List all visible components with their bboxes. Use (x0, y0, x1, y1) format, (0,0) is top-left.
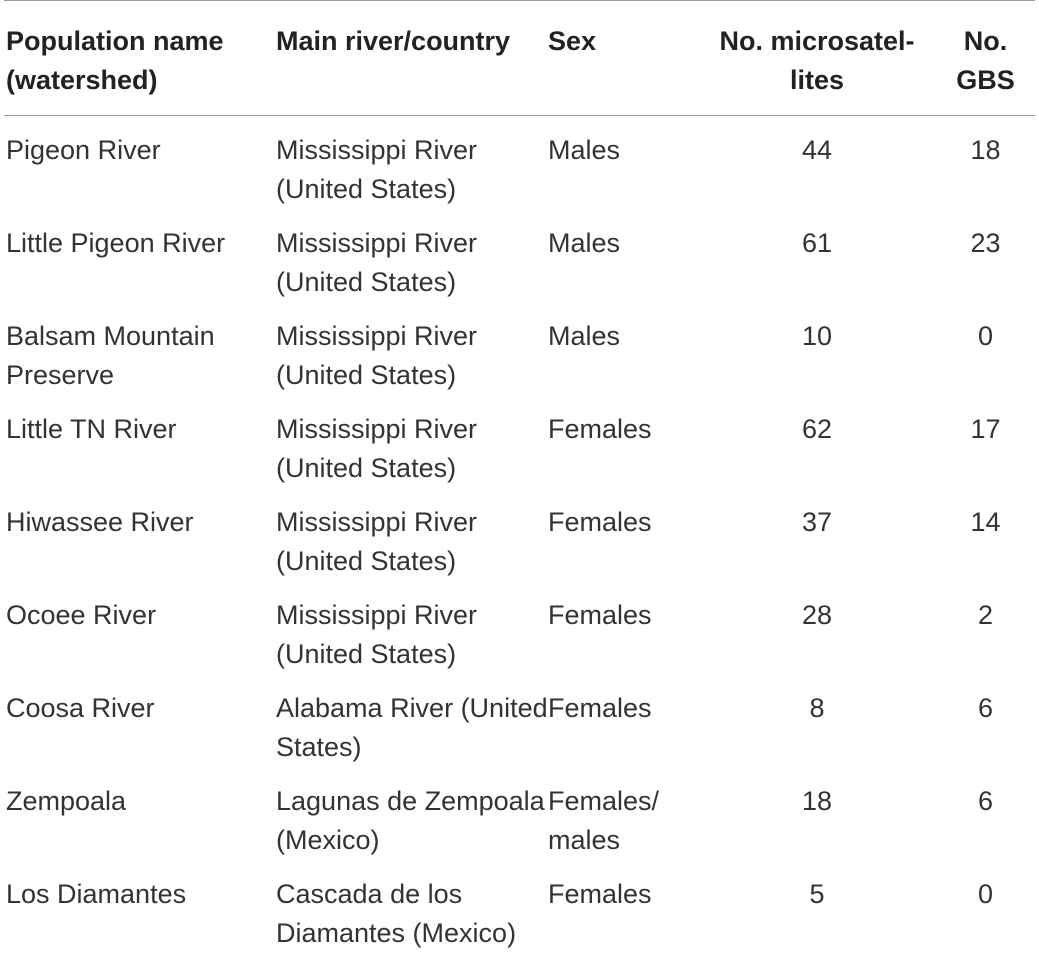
cell-sex: Females (548, 674, 698, 767)
cell-sex: Females (548, 488, 698, 581)
cell-gbs: 6 (936, 767, 1035, 860)
cell-population: Los Diamantes (4, 860, 276, 953)
population-table (4, 0, 1035, 953)
cell-microsatellites: 28 (698, 581, 936, 674)
table-row (4, 302, 1035, 395)
table-row (4, 767, 1035, 860)
header-gbs: No. GBS (936, 1, 1035, 116)
cell-sex: Females (548, 860, 698, 953)
cell-population: Coosa River (4, 674, 276, 767)
cell-river: Mississippi River (United States) (276, 488, 548, 581)
cell-river: Mississippi River (United States) (276, 581, 548, 674)
cell-microsatellites: 62 (698, 395, 936, 488)
cell-gbs: 17 (936, 395, 1035, 488)
header-sex: Sex (548, 1, 698, 116)
table-row (4, 116, 1035, 210)
table-row (4, 488, 1035, 581)
cell-population: Balsam Mountain Preserve (4, 302, 276, 395)
table-row (4, 860, 1035, 953)
cell-gbs: 2 (936, 581, 1035, 674)
header-population: Population name (watershed) (4, 1, 276, 116)
header-microsatellites: No. microsatel-lites (698, 1, 936, 116)
cell-gbs: 0 (936, 302, 1035, 395)
header-row (4, 1, 1035, 116)
cell-microsatellites: 10 (698, 302, 936, 395)
cell-sex: Males (548, 302, 698, 395)
cell-river: Lagunas de Zempoala (Mexico) (276, 767, 548, 860)
cell-sex: Females (548, 395, 698, 488)
table-row (4, 581, 1035, 674)
cell-gbs: 6 (936, 674, 1035, 767)
cell-microsatellites: 37 (698, 488, 936, 581)
cell-river: Mississippi River (United States) (276, 116, 548, 210)
cell-sex: Males (548, 116, 698, 210)
cell-microsatellites: 61 (698, 209, 936, 302)
cell-gbs: 18 (936, 116, 1035, 210)
cell-river: Mississippi River (United States) (276, 395, 548, 488)
cell-population: Ocoee River (4, 581, 276, 674)
cell-population: Little Pigeon River (4, 209, 276, 302)
table-body (4, 116, 1035, 953)
table-header (4, 1, 1035, 116)
cell-population: Hiwassee River (4, 488, 276, 581)
cell-sex: Females (548, 581, 698, 674)
cell-microsatellites: 44 (698, 116, 936, 210)
table-row (4, 209, 1035, 302)
cell-microsatellites: 18 (698, 767, 936, 860)
cell-sex: Females/ males (548, 767, 698, 860)
cell-gbs: 23 (936, 209, 1035, 302)
cell-population: Pigeon River (4, 116, 276, 210)
cell-river: Alabama River (United States) (276, 674, 548, 767)
cell-population: Zempoala (4, 767, 276, 860)
cell-river: Mississippi River (United States) (276, 302, 548, 395)
data-table-container (4, 0, 1035, 953)
cell-microsatellites: 5 (698, 860, 936, 953)
cell-population: Little TN River (4, 395, 276, 488)
cell-microsatellites: 8 (698, 674, 936, 767)
cell-river: Mississippi River (United States) (276, 209, 548, 302)
table-row (4, 395, 1035, 488)
table-row (4, 674, 1035, 767)
cell-sex: Males (548, 209, 698, 302)
cell-river: Cascada de los Diamantes (Mexico) (276, 860, 548, 953)
cell-gbs: 0 (936, 860, 1035, 953)
header-river: Main river/country (276, 1, 548, 116)
cell-gbs: 14 (936, 488, 1035, 581)
